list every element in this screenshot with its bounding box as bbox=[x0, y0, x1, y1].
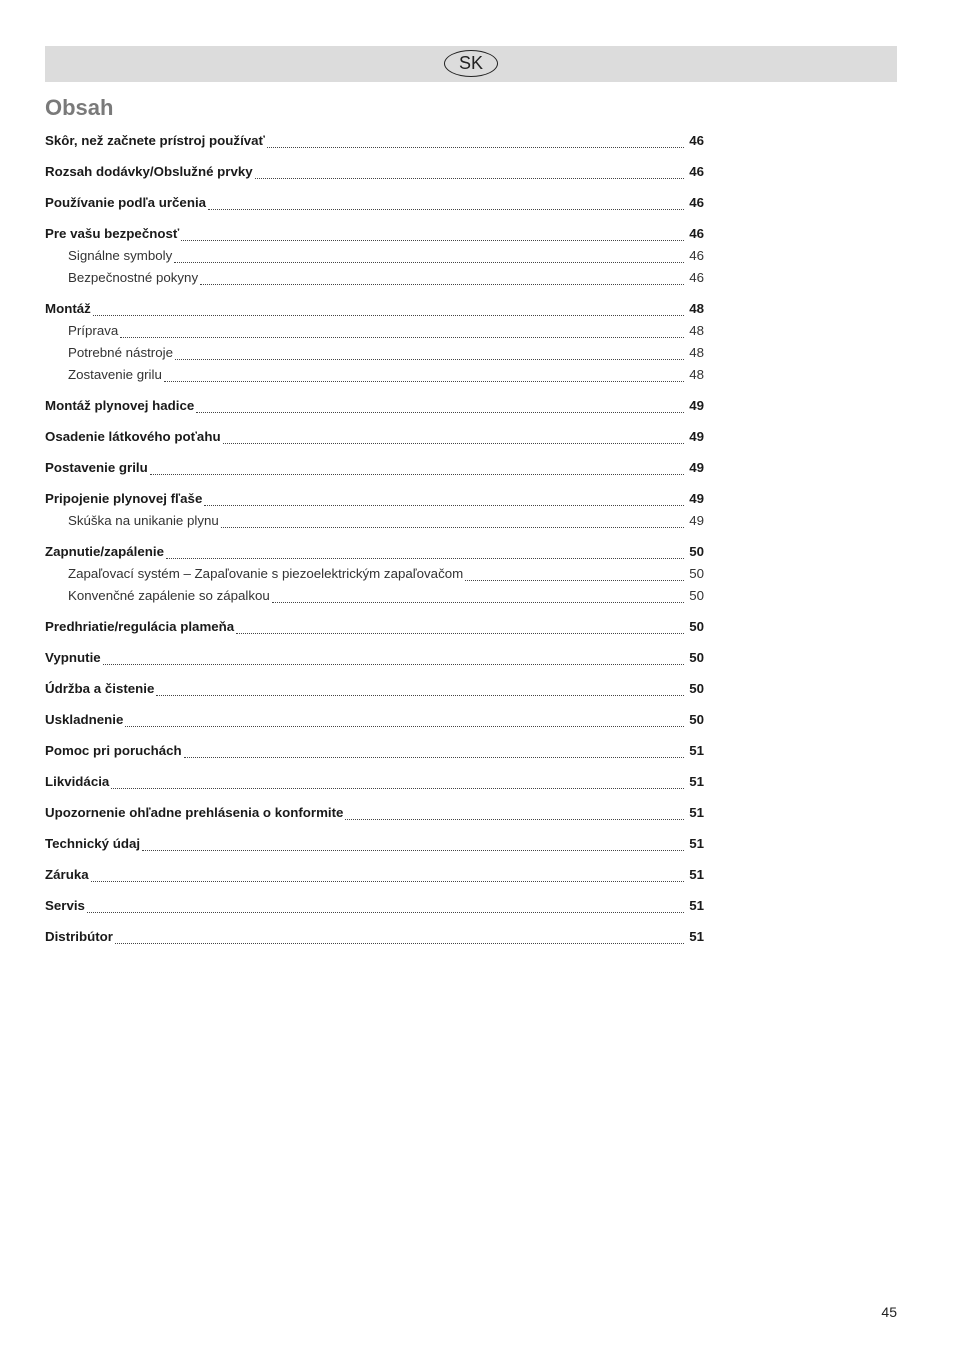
toc-leader-dots bbox=[125, 726, 684, 727]
toc-leader-dots bbox=[103, 664, 684, 665]
toc-subentry bbox=[68, 245, 704, 267]
toc-entry-page: 51 bbox=[689, 836, 704, 851]
toc-leader-dots bbox=[184, 757, 684, 758]
toc-entry-label: Údržba a čistenie bbox=[45, 681, 155, 696]
toc-leader-dots bbox=[221, 527, 684, 528]
toc-entry-label: Rozsah dodávky/Obslužné prvky bbox=[45, 164, 253, 179]
toc-leader-dots bbox=[236, 633, 684, 634]
page-number: 45 bbox=[881, 1304, 897, 1320]
toc-leader-dots bbox=[204, 505, 684, 506]
toc-entry bbox=[45, 488, 704, 510]
toc-entry-label: Distribútor bbox=[45, 929, 113, 944]
toc-entry-page: 51 bbox=[689, 898, 704, 913]
toc-entry-page: 50 bbox=[689, 681, 704, 696]
toc-entry-label: Upozornenie ohľadne prehlásenia o konformite bbox=[45, 805, 344, 820]
toc-entry-label: Likvidácia bbox=[45, 774, 110, 789]
toc-entry-page: 51 bbox=[689, 929, 704, 944]
toc-leader-dots bbox=[150, 474, 684, 475]
toc-entry bbox=[45, 426, 704, 448]
toc-entry-page: 49 bbox=[689, 429, 704, 444]
toc-entry-page: 46 bbox=[689, 164, 704, 179]
toc-entry-page: 50 bbox=[689, 544, 704, 559]
toc-entry-label: Zapaľovací systém – Zapaľovanie s piezoelektrickým zapaľovačom bbox=[68, 566, 464, 581]
toc-leader-dots bbox=[208, 209, 684, 210]
toc-entry-page: 49 bbox=[689, 513, 704, 528]
toc-leader-dots bbox=[111, 788, 684, 789]
toc-entry-page: 49 bbox=[689, 398, 704, 413]
toc-leader-dots bbox=[87, 912, 684, 913]
toc-entry bbox=[45, 192, 704, 214]
toc-entry-page: 48 bbox=[689, 345, 704, 360]
toc-entry bbox=[45, 130, 704, 152]
page-title: Obsah bbox=[45, 95, 114, 120]
toc-subentry bbox=[68, 342, 704, 364]
toc-entry-label: Montáž bbox=[45, 301, 91, 316]
toc-leader-dots bbox=[345, 819, 684, 820]
toc-entry-label: Skôr, než začnete prístroj používať bbox=[45, 133, 265, 148]
toc-entry-label: Uskladnenie bbox=[45, 712, 124, 727]
toc-leader-dots bbox=[156, 695, 684, 696]
toc-entry bbox=[45, 678, 704, 700]
toc-leader-dots bbox=[267, 147, 684, 148]
toc-entry-page: 50 bbox=[689, 588, 704, 603]
toc-subentry bbox=[68, 364, 704, 386]
toc-entry-label: Bezpečnostné pokyny bbox=[68, 270, 199, 285]
toc-entry-page: 48 bbox=[689, 323, 704, 338]
toc-leader-dots bbox=[181, 240, 684, 241]
toc-entry-label: Potrebné nástroje bbox=[68, 345, 173, 360]
toc-subentry bbox=[68, 563, 704, 585]
toc-entry-page: 51 bbox=[689, 867, 704, 882]
toc-entry bbox=[45, 771, 704, 793]
toc-entry-label: Zostavenie grilu bbox=[68, 367, 162, 382]
toc-entry-label: Zapnutie/zapálenie bbox=[45, 544, 164, 559]
toc-entry bbox=[45, 223, 704, 245]
toc-entry-page: 46 bbox=[689, 133, 704, 148]
toc-entry-page: 46 bbox=[689, 195, 704, 210]
toc-entry bbox=[45, 457, 704, 479]
toc-entry bbox=[45, 802, 704, 824]
toc-leader-dots bbox=[255, 178, 684, 179]
toc-entry bbox=[45, 161, 704, 183]
toc-entry-label: Predhriatie/regulácia plameňa bbox=[45, 619, 235, 634]
toc-entry-label: Signálne symboly bbox=[68, 248, 173, 263]
toc-entry-page: 46 bbox=[689, 270, 704, 285]
toc-entry bbox=[45, 895, 704, 917]
toc-leader-dots bbox=[200, 284, 684, 285]
toc-leader-dots bbox=[142, 850, 684, 851]
toc-entry-page: 51 bbox=[689, 774, 704, 789]
toc-subentry bbox=[68, 267, 704, 289]
toc-leader-dots bbox=[115, 943, 684, 944]
toc-leader-dots bbox=[120, 337, 684, 338]
toc-entry-page: 48 bbox=[689, 367, 704, 382]
toc-leader-dots bbox=[166, 558, 684, 559]
toc-entry bbox=[45, 541, 704, 563]
toc-entry-label: Skúška na unikanie plynu bbox=[68, 513, 219, 528]
toc-entry bbox=[45, 709, 704, 731]
toc-entry-label: Používanie podľa určenia bbox=[45, 195, 207, 210]
toc-entry-label: Osadenie látkového poťahu bbox=[45, 429, 221, 444]
toc-subentry bbox=[68, 320, 704, 342]
toc-entry-page: 49 bbox=[689, 491, 704, 506]
toc-entry-label: Pomoc pri poruchách bbox=[45, 743, 182, 758]
toc-entry-page: 51 bbox=[689, 805, 704, 820]
toc-entry-page: 51 bbox=[689, 743, 704, 758]
toc-entry-label: Konvenčné zapálenie so zápalkou bbox=[68, 588, 270, 603]
toc-entry-label: Technický údaj bbox=[45, 836, 141, 851]
toc-entry bbox=[45, 864, 704, 886]
toc-entry-label: Pre vašu bezpečnosť bbox=[45, 226, 180, 241]
toc-subentry bbox=[68, 510, 704, 532]
toc-leader-dots bbox=[465, 580, 684, 581]
toc-entry-label: Vypnutie bbox=[45, 650, 101, 665]
toc-leader-dots bbox=[272, 602, 684, 603]
toc-entry-page: 50 bbox=[689, 566, 704, 581]
toc-entry-page: 50 bbox=[689, 650, 704, 665]
toc-entry bbox=[45, 833, 704, 855]
toc-entry-page: 50 bbox=[689, 712, 704, 727]
toc-leader-dots bbox=[164, 381, 684, 382]
toc-leader-dots bbox=[91, 881, 684, 882]
toc-entry-label: Záruka bbox=[45, 867, 89, 882]
toc-entry-label: Pripojenie plynovej fľaše bbox=[45, 491, 203, 506]
toc-entry bbox=[45, 647, 704, 669]
toc-entry-page: 46 bbox=[689, 226, 704, 241]
toc-leader-dots bbox=[196, 412, 684, 413]
toc-entry-page: 48 bbox=[689, 301, 704, 316]
toc-entry bbox=[45, 926, 704, 948]
toc-entry bbox=[45, 395, 704, 417]
toc-entry-label: Servis bbox=[45, 898, 85, 913]
toc-entry-page: 49 bbox=[689, 460, 704, 475]
toc-entry-label: Postavenie grilu bbox=[45, 460, 148, 475]
toc-entry-label: Príprava bbox=[68, 323, 119, 338]
toc-leader-dots bbox=[93, 315, 684, 316]
toc-entry-page: 46 bbox=[689, 248, 704, 263]
toc-entry bbox=[45, 298, 704, 320]
toc-subentry bbox=[68, 585, 704, 607]
toc-entry bbox=[45, 616, 704, 638]
toc-leader-dots bbox=[223, 443, 684, 444]
toc-entry-page: 50 bbox=[689, 619, 704, 634]
toc-entry bbox=[45, 740, 704, 762]
toc-leader-dots bbox=[175, 359, 684, 360]
language-badge: SK bbox=[444, 50, 498, 77]
toc-leader-dots bbox=[174, 262, 684, 263]
toc-entry-label: Montáž plynovej hadice bbox=[45, 398, 195, 413]
